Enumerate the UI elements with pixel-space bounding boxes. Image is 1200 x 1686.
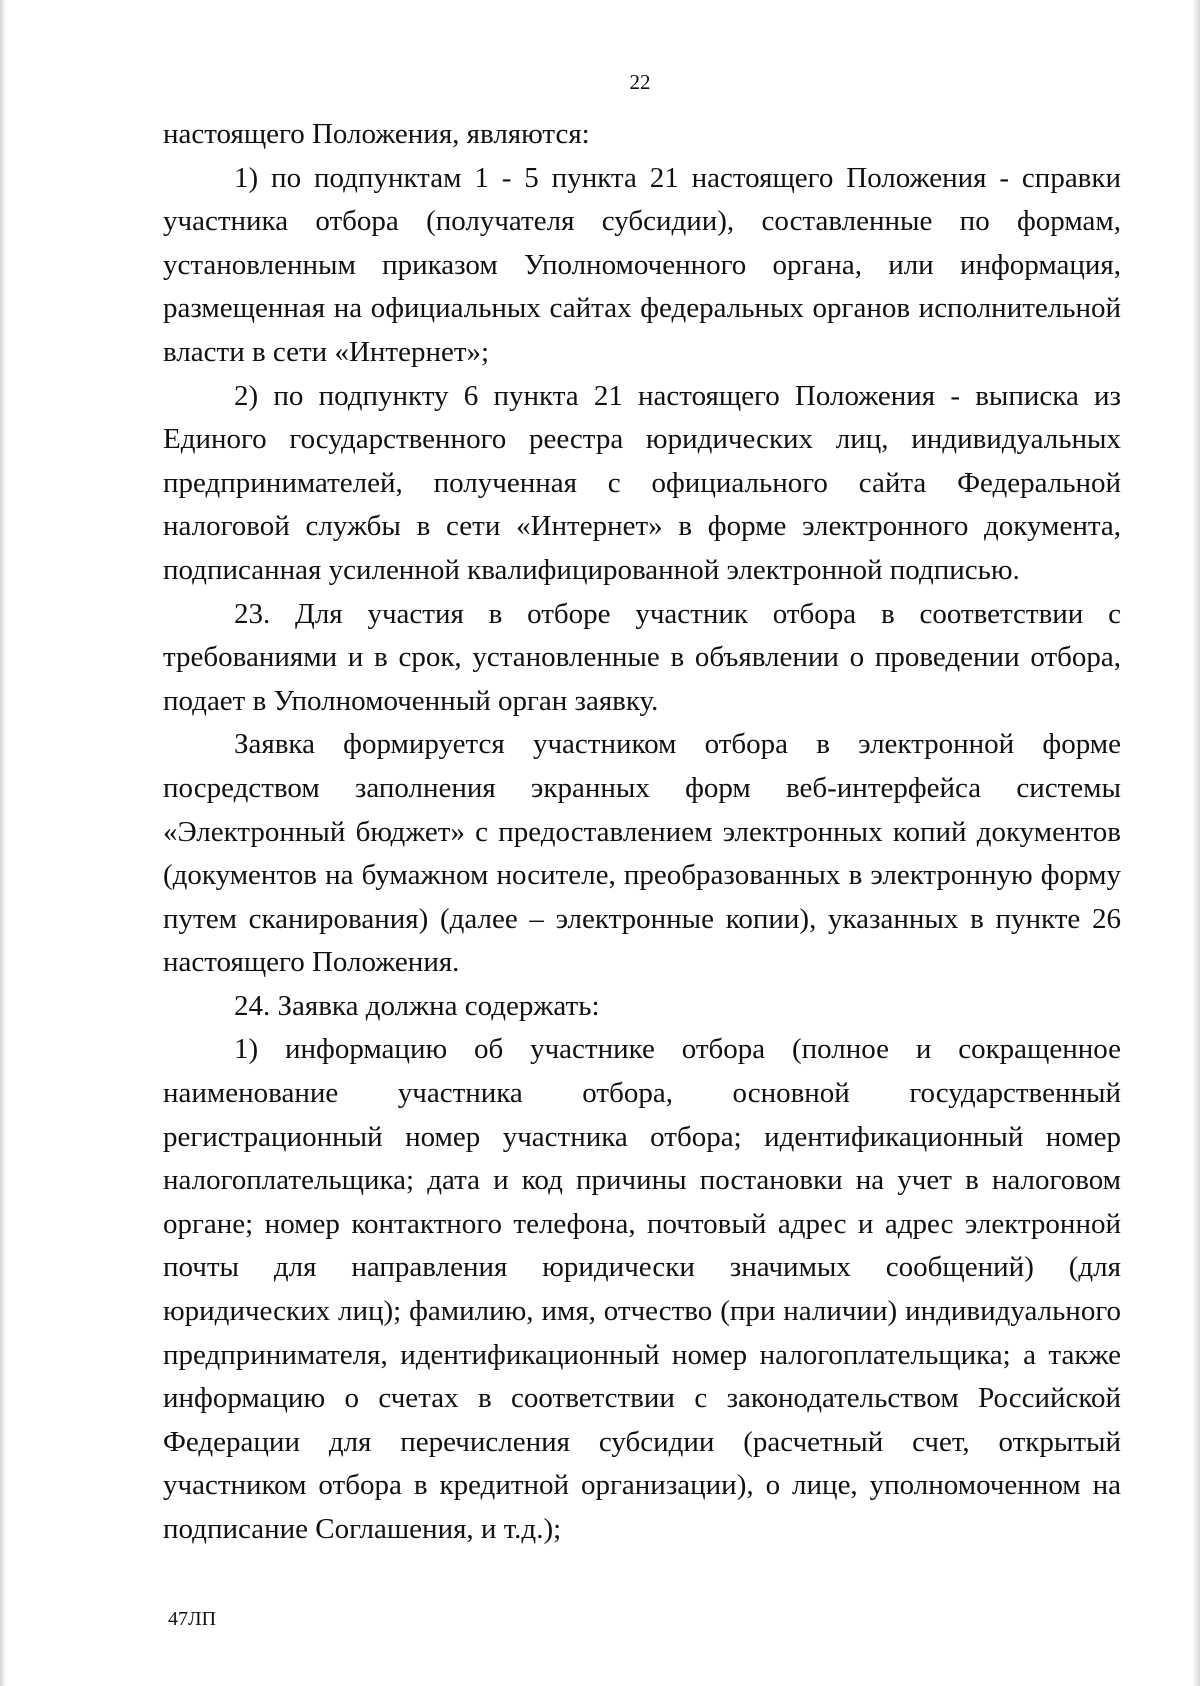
document-body (163, 113, 1121, 1552)
paragraph-continuation: настоящего Положения, являются: (163, 118, 590, 150)
paragraph-item-1: 1) по подпунктам 1 - 5 пункта 21 настоящего Положения - справки участника отбора (получателя субсидии), составленные по формам, установленным приказом Уполномоченного органа, или информация, размещенная на официальных сайтах федеральных органов исполнительной власти в сети «Интернет»; (163, 161, 1121, 368)
paragraph-clause-24-item-1: 1) информацию об участнике отбора (полное и сокращенное наименование участника отбора, основной государственный регистрационный номер участника отбора; идентификационный номер налогоплательщика; дата и код причины постановки на учет в налоговом органе; номер контактного телефона, почтовый адрес и адрес электронной почты для направления юридически значимых сообщений) (для юридических лиц); фамилию, имя, отчество (при наличии) индивидуального предпринимателя, идентификационный номер налогоплательщика; а также информацию о счетах в соответствии с законодательством Российской Федерации для перечисления субсидии (расчетный счет, открытый участником отбора в кредитной организации), о лице, уполномоченном на подписание Соглашения, и т.д.); (163, 1033, 1121, 1545)
paragraph-clause-24: 24. Заявка должна содержать: (234, 989, 600, 1022)
scan-edge-left (0, 0, 6, 1686)
page-number: 22 (629, 70, 651, 94)
paragraph-clause-23: 23. Для участия в отборе участник отбора в соответствии с требованиями и в срок, установленные в объявлении о проведении отбора, подает в Уполномоченный орган заявку. (163, 597, 1121, 717)
paragraph-application-form: Заявка формируется участником отбора в электронной форме посредством заполнения экранных форм веб-интерфейса системы «Электронный бюджет» с предоставлением электронных копий документов (документов на бумажном носителе, преобразованных в электронную форму путем сканирования) (далее – электронные копии), указанных в пункте 26 настоящего Положения. (163, 728, 1121, 979)
footer-code: 47ЛП (168, 1608, 217, 1630)
scan-edge-right (1192, 0, 1200, 1686)
paragraph-item-2: 2) по подпункту 6 пункта 21 настоящего Положения - выписка из Единого государственного реестра юридических лиц, индивидуальных предпринимателей, полученная с официального сайта Федеральной налоговой службы в сети «Интернет» в форме электронного документа, подписанная усиленной квалифицированной электронной подписью. (163, 379, 1121, 586)
